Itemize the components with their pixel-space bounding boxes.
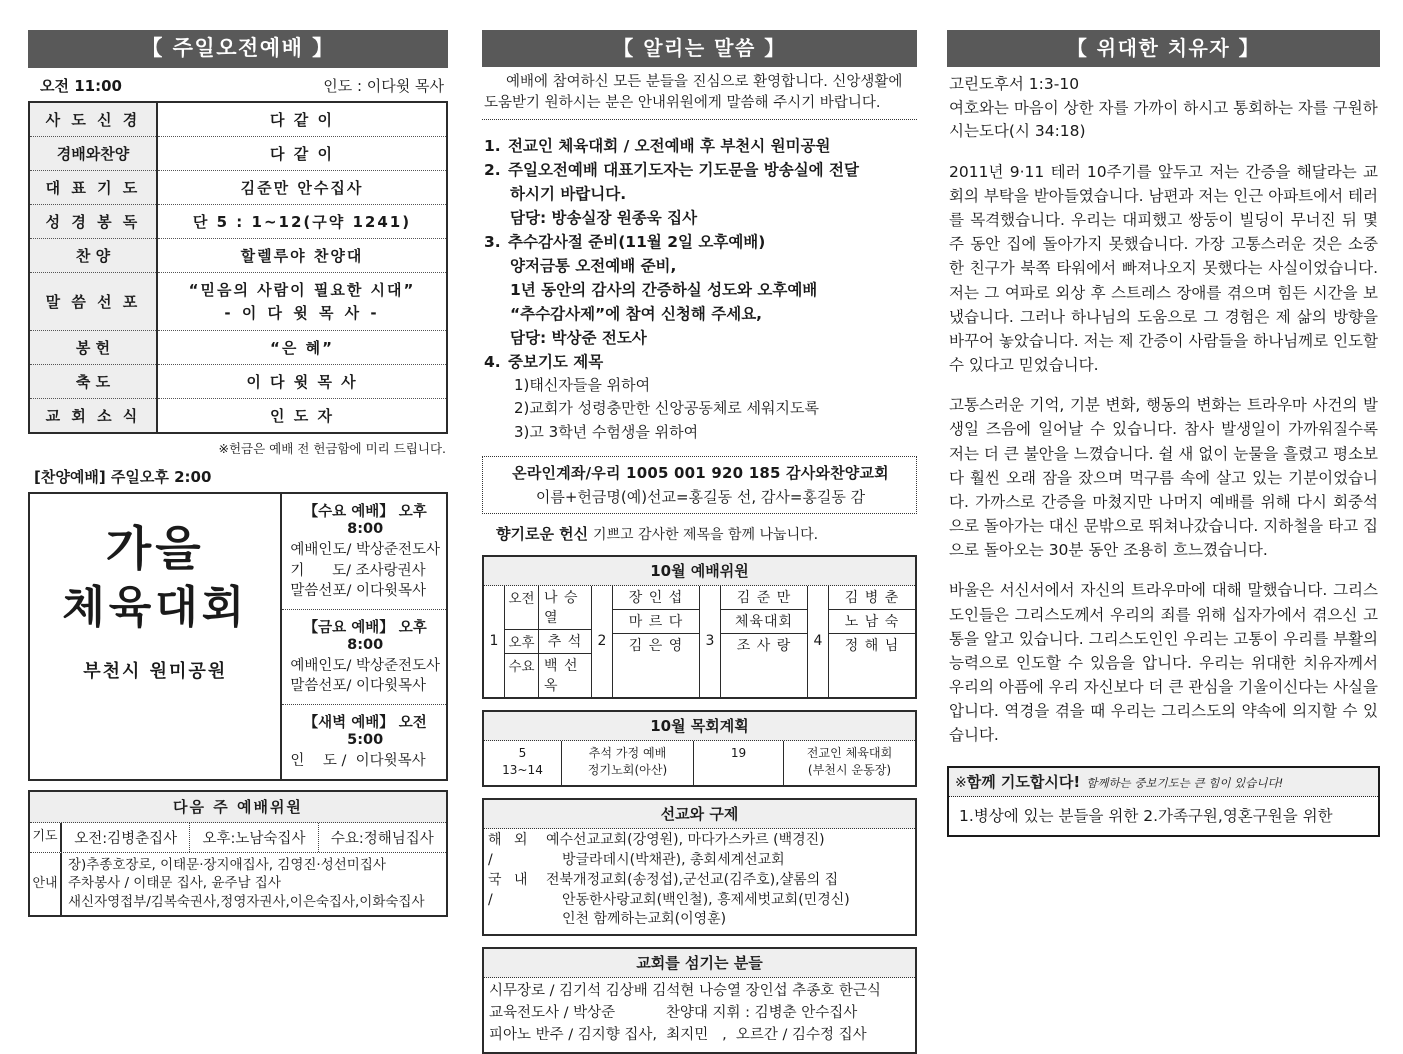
table-row bbox=[29, 365, 447, 399]
slot-name: 백 선 옥 bbox=[544, 657, 579, 694]
guide-lines bbox=[62, 853, 446, 916]
prayer-box-subtitle: 함께하는 중보기도는 큰 힘이 있습니다! bbox=[1086, 775, 1284, 790]
table-row bbox=[29, 331, 447, 365]
table-row bbox=[29, 102, 447, 137]
slot-label: 오전 bbox=[505, 586, 539, 629]
order-value: 김준만 안수집사 bbox=[157, 171, 447, 205]
table-row bbox=[505, 586, 591, 630]
prayer-cell: 오후:노남숙집사 bbox=[190, 823, 318, 852]
table-row bbox=[29, 205, 447, 239]
guide-line: 주차봉사 / 이태문 집사, 윤주남 집사 bbox=[68, 875, 281, 892]
missions-heading: 선교와 구제 bbox=[484, 800, 915, 829]
october-plan-table bbox=[482, 710, 917, 787]
table-row bbox=[505, 630, 591, 654]
fragrant-devotion bbox=[482, 514, 917, 544]
church-servants-table bbox=[482, 947, 917, 1053]
plan-desc-line: 추석 가정 예배 bbox=[588, 745, 667, 760]
missions-value bbox=[546, 871, 911, 931]
list-item bbox=[484, 134, 917, 158]
order-value: “은 혜” bbox=[157, 331, 447, 365]
prayer-box-header bbox=[949, 768, 1378, 797]
order-value: 다 같 이 bbox=[157, 102, 447, 137]
welcome-text: 예배에 참여하신 모든 분들을 진심으로 환영합니다. 신앙생활에 도움받기 원하시는 분은 안내위원에게 말씀해 주시기 바랍니다. bbox=[482, 67, 917, 120]
plan-desc-line: 전교인 체육대회 bbox=[806, 745, 893, 760]
group-number: 4 bbox=[813, 633, 823, 650]
prayer-topic: 2)교회가 성령충만한 신앙공동체로 세워지도록 bbox=[514, 399, 820, 418]
list-item bbox=[484, 158, 917, 230]
plan-date-line: 19 bbox=[730, 745, 747, 760]
group-cells bbox=[828, 586, 915, 697]
missions-line: 안동한사랑교회(백인철), 흥제세벗교회(민경신) bbox=[562, 891, 850, 908]
table-row bbox=[29, 171, 447, 205]
weekday-service-line: 말씀선포/ 이다윗목사 bbox=[290, 678, 426, 695]
order-label: 대 표 기 도 bbox=[29, 171, 157, 205]
notice-line: 중보기도 제목 bbox=[508, 353, 604, 372]
prayer-together-box bbox=[947, 766, 1380, 837]
online-account-box bbox=[482, 456, 917, 514]
table-row bbox=[613, 610, 699, 634]
committee-group bbox=[592, 586, 700, 697]
slot-label: 오후 bbox=[505, 630, 539, 653]
missions-label: 해 외 / bbox=[488, 831, 532, 868]
order-value: 다 같 이 bbox=[157, 137, 447, 171]
praise-service-title: [찬양예배] 주일오후 2:00 bbox=[34, 468, 212, 487]
row-label-char: 안 bbox=[32, 876, 45, 892]
table-row bbox=[505, 654, 591, 697]
slot-name: 장 인 섭 bbox=[628, 589, 684, 606]
next-week-heading: 다음 주 예배위원 bbox=[30, 792, 446, 823]
slot-name: 노 남 숙 bbox=[844, 613, 900, 630]
guide-line: 새신자영접부/김복숙권사,정영자권사,이은숙집사,이화숙집사 bbox=[68, 893, 425, 910]
order-value: 단 5 : 1~12(구약 1241) bbox=[157, 205, 447, 239]
list-item bbox=[484, 350, 917, 444]
service-leader: 인도 : 이다윗 목사 bbox=[323, 77, 444, 96]
october-committee-heading: 10월 예배위원 bbox=[484, 557, 915, 586]
group-number: 1 bbox=[489, 633, 499, 650]
table-row bbox=[721, 586, 807, 610]
table-row bbox=[829, 634, 915, 657]
notice-line: 하시기 바랍니다. bbox=[510, 185, 627, 204]
praise-and-weekday-box bbox=[28, 492, 448, 780]
sermon-title: “믿음의 사람이 필요한 시대” bbox=[188, 281, 416, 300]
plan-date bbox=[694, 741, 784, 785]
notice-body bbox=[508, 134, 917, 158]
account-naming-guide: 이름+헌금명(예)선교=홍길동 선, 감사=홍길동 감 bbox=[535, 487, 866, 506]
scripture-block bbox=[947, 67, 1380, 144]
prayer-cell: 수요:정해님집사 bbox=[330, 830, 434, 847]
row-label-prayer bbox=[30, 823, 62, 852]
guide-line: 장)추종호장로, 이태문·장지애집사, 김영진·성선미집사 bbox=[68, 856, 386, 873]
fragrant-title: 향기로운 헌신 bbox=[496, 524, 589, 543]
order-label: 성 경 봉 독 bbox=[29, 205, 157, 239]
missions-relief-table bbox=[482, 798, 917, 936]
notice-line: 전교인 체육대회 / 오전예배 후 부천시 원미공원 bbox=[508, 137, 831, 156]
banner-great-healer: 【 위대한 치유자 】 bbox=[947, 30, 1380, 67]
missions-label: 국 내 / bbox=[488, 871, 532, 908]
plan-description bbox=[562, 741, 694, 785]
event-title-line2: 체육대회 bbox=[62, 582, 249, 634]
fragrant-text: 기쁘고 감사한 제목을 함께 나눕니다. bbox=[592, 526, 819, 543]
table-row bbox=[613, 634, 699, 657]
group-cells bbox=[612, 586, 699, 697]
table-row bbox=[30, 823, 446, 853]
plan-date-line: 5 bbox=[518, 745, 527, 760]
servants-line: 교육전도사 / 박상준 찬양대 지휘 : 김병춘 안수집사 bbox=[489, 1005, 858, 1022]
weekday-service-line: 인 도 / 이다윗목사 bbox=[290, 752, 426, 769]
worship-order-table bbox=[28, 101, 448, 434]
notice-person-in-charge: 담당: 박상준 전도사 bbox=[510, 329, 647, 348]
group-number: 2 bbox=[597, 633, 607, 650]
group-cells bbox=[720, 586, 807, 697]
slot-name: 김 준 만 bbox=[736, 589, 792, 606]
committee-group bbox=[700, 586, 808, 697]
notice-number: 1. bbox=[484, 137, 501, 156]
plan-desc-line: 정기노회(아산) bbox=[587, 763, 668, 778]
plan-description bbox=[784, 741, 915, 785]
prayer-topic: 1)태신자들을 위하여 bbox=[514, 376, 651, 395]
order-label: 축 도 bbox=[29, 365, 157, 399]
account-number-line: 온라인계좌/우리 1005 001 920 185 감사와찬양교회 bbox=[512, 463, 889, 482]
servants-line: 피아노 반주 / 김지향 집사, 최지민 , 오르간 / 김수정 집사 bbox=[489, 1026, 867, 1043]
order-label: 말 씀 선 포 bbox=[29, 273, 157, 331]
notice-line: 양저금통 오전예배 준비, bbox=[510, 257, 677, 276]
weekday-service-block bbox=[282, 610, 446, 705]
notice-line: 주일오전예배 대표기도자는 기도문을 방송실에 전달 bbox=[508, 161, 859, 180]
notice-number: 3. bbox=[484, 233, 501, 252]
missions-line: 예수선교교회(강영원), 마다가스카르 (백경진) bbox=[546, 831, 825, 848]
missions-value bbox=[546, 831, 911, 871]
notice-body bbox=[508, 350, 917, 444]
devotional-paragraph: 2011년 9·11 테러 10주기를 앞두고 저는 간증을 해달라는 교회의 부탁을 받아들였습니다. 남편과 저는 인근 아파트에서 테러를 목격했습니다. 우리는 대피했고 쌍둥이 빌딩이 무너진 뒤 몇 주 동안 집에 돌아가지 못했습니다. 가장 고통스러운 것은 소중한 친구가 북쪽 타워에서 빠져나오지 못했다는 사실이었습니다. 저는 그 여파로 외상 후 스트레스 장애를 겪으며 힘든 시간을 보냈습니다. 그러나 하나님의 도움으로 그 경험은 제 삶의 방향을 바꾸어 놓았습니다. 저는 제 간증이 사람들을 하나님께로 인도할 수 있다고 믿었습니다. bbox=[949, 162, 1378, 375]
servants-heading: 교회를 섬기는 분들 bbox=[484, 949, 915, 978]
plan-date-line: 13~14 bbox=[502, 763, 543, 778]
prayer-items: 1.병상에 있는 분들을 위한 2.가족구원,영혼구원을 위한 bbox=[959, 806, 1333, 825]
notice-line: 추수감사절 준비(11월 2일 오후예배) bbox=[508, 233, 766, 252]
order-label: 찬 양 bbox=[29, 239, 157, 273]
plan-date bbox=[484, 741, 562, 785]
table-row bbox=[29, 273, 447, 331]
service-time: 오전 11:00 bbox=[40, 77, 122, 96]
row-label-char: 도 bbox=[45, 829, 58, 845]
column-devotional bbox=[935, 0, 1403, 992]
slot-label: 수요 bbox=[505, 654, 539, 697]
weekday-service-title: 【수요 예배】 오후 8:00 bbox=[303, 504, 427, 538]
scripture-text: 여호와는 마음이 상한 자를 가까이 하시고 통회하는 자를 구원하시는도다(시 34:18) bbox=[949, 98, 1378, 141]
order-value: 할렐루야 찬양대 bbox=[157, 239, 447, 273]
devotional-paragraph: 바울은 서신서에서 자신의 트라우마에 대해 말했습니다. 그리스도인들은 그리스도께서 우리의 죄를 위해 십자가에서 겪으신 고통을 알고 있습니다. 그리스도인인 우리는 고통이 우리를 부활의 능력으로 인도할 수 있음을 압니다. 우리는 위대한 치유자께서 우리의 아픔에 우리 자신보다 더 큰 관심을 기울이신다는 사실을 압니다. 역경을 겪을 때 우리는 그리스도의 약속에 의지할 수 있습니다. bbox=[949, 581, 1378, 745]
weekday-service-line: 예배인도/ 박상준전도사 bbox=[290, 657, 440, 674]
weekday-service-line: 말씀선포/ 이다윗목사 bbox=[290, 583, 426, 600]
banner-sunday-service: 【 주일오전예배 】 bbox=[28, 30, 448, 68]
table-row bbox=[721, 634, 807, 657]
table-row bbox=[29, 239, 447, 273]
next-week-committee bbox=[28, 790, 448, 918]
notice-line: 1년 동안의 감사의 간증하실 성도와 오후예배 bbox=[510, 281, 818, 300]
prayer-cells bbox=[62, 823, 446, 852]
group-number: 3 bbox=[705, 633, 715, 650]
order-label: 경배와찬양 bbox=[29, 137, 157, 171]
slot-name: 나 승 열 bbox=[544, 589, 579, 626]
notice-list bbox=[482, 120, 917, 444]
slot-name: 김 병 춘 bbox=[844, 589, 900, 606]
order-label: 사 도 신 경 bbox=[29, 102, 157, 137]
october-committee-table bbox=[482, 555, 917, 699]
devotional-paragraph: 고통스러운 기억, 기분 변화, 행동의 변화는 트라우마 사건의 발생일 즈음에 일어날 수 있습니다. 참사 발생일이 가까워질수록 저는 더 큰 불안을 느꼈습니다. 쉴 새 없이 눈물을 흘렸고 평소보다 훨씬 오래 잠을 잤으며 먹구름 속에 살고 있는 기분이었습니다. 가까스로 간증을 마쳤지만 나머지 예배를 위해 다시 회중석으로 돌아가는 대신 문밖으로 뛰쳐나갔습니다. 지하철을 타고 집으로 돌아오는 30분 동안 조용히 흐느꼈습니다. bbox=[949, 396, 1378, 560]
missions-line: 인천 함께하는교회(이영훈) bbox=[562, 911, 727, 928]
prayer-topic: 3)고 3학년 수험생을 위하여 bbox=[514, 422, 699, 441]
row-label-char: 기 bbox=[32, 829, 45, 845]
october-plan-heading: 10월 목회계획 bbox=[484, 712, 915, 741]
offering-note: ※헌금은 예배 전 헌금함에 미리 드립니다. bbox=[218, 441, 446, 457]
event-title-line1: 가을 bbox=[105, 522, 205, 578]
order-label: 봉 헌 bbox=[29, 331, 157, 365]
table-row bbox=[29, 137, 447, 171]
notice-body bbox=[508, 158, 917, 230]
notice-body bbox=[508, 230, 917, 350]
prayer-cell: 오전:김병춘집사 bbox=[62, 823, 190, 852]
weekday-service-block bbox=[282, 494, 446, 610]
weekday-service-line: 기 도/ 조사랑권사 bbox=[290, 562, 426, 579]
table-row bbox=[30, 853, 446, 916]
notice-line: “추수감사제”에 참여 신청해 주세요, bbox=[510, 305, 763, 324]
notice-person-in-charge: 담당: 방송실장 원종욱 집사 bbox=[510, 209, 698, 228]
table-row bbox=[484, 586, 915, 697]
slot-name: 김 은 영 bbox=[628, 637, 684, 654]
column-announcements bbox=[470, 0, 935, 1043]
slot-name: 조 사 랑 bbox=[736, 637, 792, 654]
group-cells bbox=[504, 586, 591, 697]
plan-desc-line: (부천시 운동장) bbox=[807, 763, 892, 778]
missions-line: 전북개정교회(송정섭),군선교(김주호),샬롬의 집 bbox=[546, 871, 839, 888]
sermon-preacher: - 이 다 윗 목 사 - bbox=[224, 303, 380, 322]
slot-name: 추 석 bbox=[547, 633, 583, 650]
weekday-service-title: 【새벽 예배】 오전 5:00 bbox=[303, 714, 427, 748]
missions-body bbox=[484, 829, 915, 934]
asterisk-icon: ※ bbox=[955, 774, 967, 791]
table-row bbox=[484, 741, 915, 785]
table-row bbox=[29, 399, 447, 434]
column-worship-order bbox=[0, 0, 470, 992]
weekday-service-block bbox=[282, 705, 446, 779]
list-item bbox=[484, 230, 917, 350]
row-label-guide bbox=[30, 853, 62, 916]
event-poster bbox=[30, 494, 282, 778]
weekday-service-line: 예배인도/ 박상준전도사 bbox=[290, 542, 440, 559]
table-row bbox=[488, 871, 911, 931]
notice-number: 4. bbox=[484, 353, 501, 372]
table-row bbox=[721, 610, 807, 634]
missions-line: 방글라데시(박채관), 총회세계선교회 bbox=[562, 851, 785, 868]
row-label-char: 내 bbox=[45, 876, 58, 892]
slot-name: 정 해 님 bbox=[844, 637, 900, 654]
banner-announcements: 【 알리는 말씀 】 bbox=[482, 30, 917, 67]
event-place: 부천시 원미공원 bbox=[83, 660, 228, 682]
table-row bbox=[613, 586, 699, 610]
table-row bbox=[829, 610, 915, 634]
committee-group bbox=[808, 586, 915, 697]
weekday-service-title: 【금요 예배】 오후 8:00 bbox=[303, 619, 427, 653]
order-label: 교 회 소 식 bbox=[29, 399, 157, 434]
weekday-services bbox=[282, 494, 446, 778]
order-value: 인 도 자 bbox=[157, 399, 447, 434]
notice-number: 2. bbox=[484, 161, 501, 180]
slot-name: 마 르 다 bbox=[628, 613, 684, 630]
servants-body bbox=[484, 978, 915, 1051]
service-meta bbox=[28, 68, 448, 101]
slot-name: 체육대회 bbox=[734, 613, 794, 630]
table-row bbox=[829, 586, 915, 610]
scripture-reference: 고린도후서 1:3-10 bbox=[949, 75, 1080, 93]
order-value bbox=[157, 273, 447, 331]
table-row bbox=[488, 831, 911, 871]
committee-group bbox=[484, 586, 592, 697]
servants-line: 시무장로 / 김기석 김상배 김석현 나승열 장인섭 추종호 한근식 bbox=[489, 983, 881, 1000]
prayer-box-title: 함께 기도합시다! bbox=[966, 772, 1081, 791]
order-value: 이 다 윗 목 사 bbox=[157, 365, 447, 399]
